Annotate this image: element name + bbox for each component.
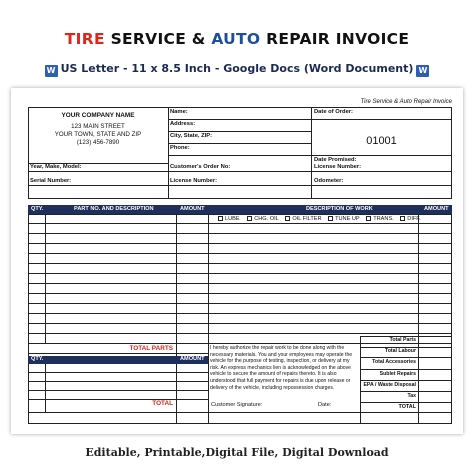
footer-text: Editable, Printable,Digital File, Digital Download	[85, 446, 389, 459]
heading-tire: TIRE	[64, 30, 105, 48]
total-label: TOTAL	[152, 400, 173, 407]
col-part-description: PART NO. AND DESCRIPTION	[74, 205, 154, 212]
work-checkboxes	[218, 216, 421, 223]
checkbox-oil-filter[interactable]: OIL FILTER	[285, 216, 321, 222]
date-of-order-label: Date of Order:	[314, 109, 353, 115]
totals-sublet-repairs: Sublet Repairs	[379, 371, 416, 377]
form-title: Tire Service & Auto Repair Invoice	[360, 99, 452, 105]
company-city: YOUR TOWN, STATE AND ZIP	[54, 131, 142, 138]
checkbox-chg-oil[interactable]: CHG. OIL	[247, 216, 279, 222]
col-qty: QTY.	[31, 205, 44, 212]
company-street: 123 MAIN STREET	[71, 123, 125, 130]
acc-col-qty: QTY.	[31, 356, 44, 363]
invoice-number: 01001	[366, 135, 397, 147]
date-promised-label: Date Promised:	[314, 157, 357, 163]
totals-tax: Tax	[407, 393, 416, 399]
acc-col-amount: AMOUNT	[180, 356, 205, 363]
license-number-label-2: License Number:	[170, 178, 218, 184]
invoice-form	[28, 99, 452, 424]
col-amount: AMOUNT	[180, 205, 205, 212]
checkbox-lube[interactable]: LUBE	[218, 216, 240, 222]
company-name: YOUR COMPANY NAME	[61, 112, 135, 119]
word-doc-icon: W	[45, 65, 58, 77]
phone-label: Phone:	[170, 145, 190, 151]
totals-total: TOTAL	[398, 404, 416, 410]
city-state-zip-label: City, State, ZIP:	[170, 133, 213, 139]
date-label: Date:	[318, 402, 332, 408]
customer-order-label: Customer's Order No:	[170, 164, 231, 170]
invoice-sheet	[11, 88, 463, 434]
page-heading	[0, 30, 474, 48]
totals-total-accessories: Total Accessories	[372, 359, 416, 365]
heading-service: SERVICE &	[110, 30, 206, 48]
year-make-model-label: Year, Make, Model:	[30, 164, 82, 170]
total-parts-label: TOTAL PARTS	[129, 345, 173, 352]
col-amount-2: AMOUNT	[424, 205, 449, 212]
word-doc-icon-right: W	[416, 65, 429, 77]
customer-signature-label: Customer Signature:	[211, 402, 263, 408]
company-phone: (123) 456-7890	[76, 139, 120, 146]
authorization-text: I hereby authorize the repair work to be done along with the necessary materials. You and your employees may operate the vehicle for the purpose of testing, inspection, or delivery at my risk. An express mechanics lien is acknowledged on the above vehicle to secure the amount of repairs thereto. It is also understood that full payment for repairs is due upon release or delivery of the vehicle, including repossession charges.	[210, 345, 353, 391]
accessories-header	[28, 356, 208, 364]
parts-table-header	[28, 205, 452, 214]
name-label: Name:	[170, 109, 188, 115]
checkbox-trans[interactable]: TRANS.	[366, 216, 394, 222]
heading-repair-invoice: REPAIR INVOICE	[266, 30, 410, 48]
address-label: Address:	[170, 121, 196, 127]
heading-auto: AUTO	[211, 30, 261, 48]
subtitle	[0, 62, 474, 77]
subtitle-text: US Letter - 11 x 8.5 Inch - Google Docs (Word Document)	[60, 62, 414, 75]
checkbox-diff[interactable]: DIFF.	[400, 216, 420, 222]
col-description-of-work: DESCRIPTION OF WORK	[306, 205, 373, 212]
odometer-label: Odometer:	[314, 178, 344, 184]
serial-number-label: Serial Number:	[30, 178, 72, 184]
checkbox-tune-up[interactable]: TUNE UP	[328, 216, 360, 222]
license-number-label: License Number:	[314, 164, 362, 170]
totals-epa-waste-disposal: EPA / Waste Disposal	[363, 382, 416, 388]
totals-total-labour: Total Labour	[384, 348, 416, 354]
totals-total-parts: Total Parts	[389, 337, 416, 343]
